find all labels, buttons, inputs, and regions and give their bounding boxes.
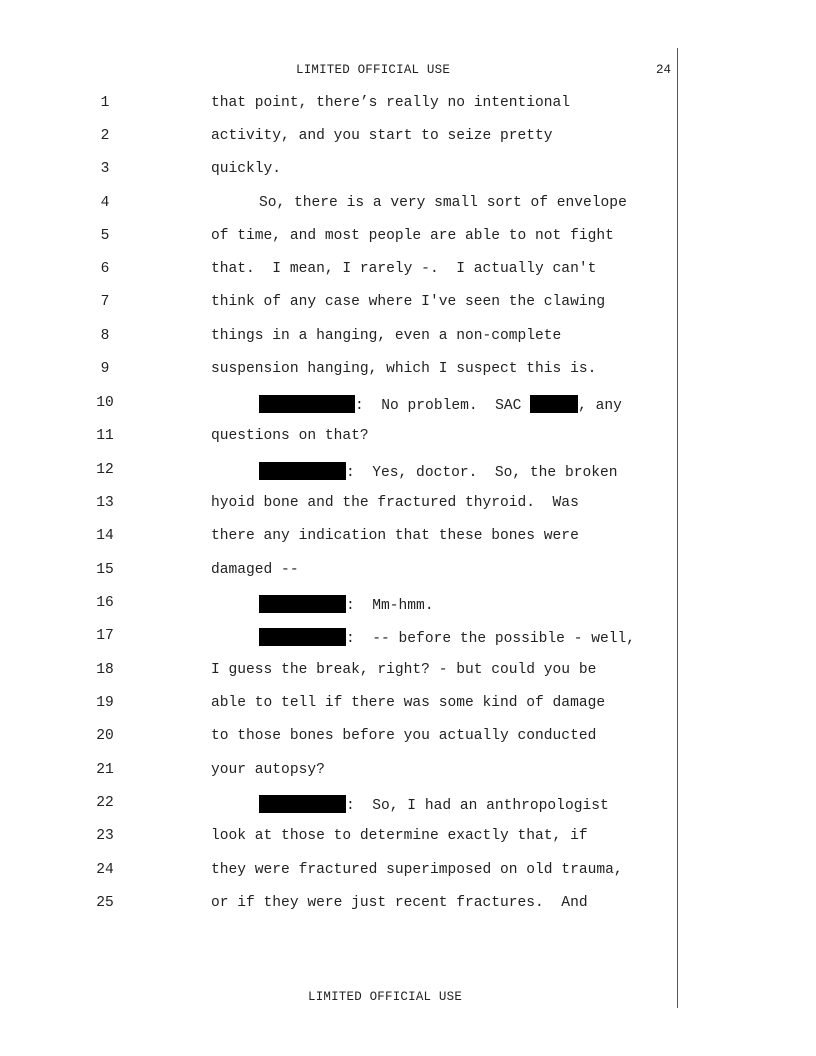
line-text: look at those to determine exactly that, if [211,828,588,844]
line-text: : So, I had an anthropologist [346,798,609,814]
line-number: 8 [100,328,110,344]
line-text: : Mm-hmm. [346,598,434,614]
speaker-turn [259,795,609,814]
line-number: 9 [100,361,110,377]
line-text: I guess the break, right? - but could you be [211,662,597,678]
line-text: your autopsy? [211,762,325,778]
line-text: suspension hanging, which I suspect this is. [211,361,597,377]
transcript-line [0,728,680,761]
page-number: 24 [656,63,672,77]
line-text: of time, and most people are able to not fight [211,228,614,244]
redaction-block [530,395,578,413]
speaker-turn [259,395,622,414]
line-number: 4 [100,195,110,211]
transcript-line [0,795,680,828]
line-text: hyoid bone and the fractured thyroid. Was [211,495,579,511]
line-number: 19 [96,695,114,711]
transcript-line [0,294,680,327]
transcript-line [0,828,680,861]
transcript-line [0,228,680,261]
transcript-line [0,195,680,228]
line-number: 17 [96,628,114,644]
line-number: 23 [96,828,114,844]
redaction-block [259,795,346,813]
line-number: 11 [96,428,114,444]
line-number: 16 [96,595,114,611]
line-number: 13 [96,495,114,511]
line-number: 14 [96,528,114,544]
line-number: 3 [100,161,110,177]
line-text: : Yes, doctor. So, the broken [346,465,618,481]
transcript-line [0,128,680,161]
line-number: 21 [96,762,114,778]
transcript-line [0,862,680,895]
transcript-line [0,261,680,294]
line-number: 1 [100,95,110,111]
line-number: 12 [96,462,114,478]
line-text: damaged -- [211,562,299,578]
transcript-line [0,762,680,795]
line-text: activity, and you start to seize pretty [211,128,553,144]
transcript-line [0,462,680,495]
transcript-line [0,95,680,128]
line-text: : No problem. SAC [355,398,531,414]
transcript-line [0,328,680,361]
line-text: questions on that? [211,428,369,444]
transcript-line [0,595,680,628]
line-text: that point, there’s really no intentional [211,95,571,111]
transcript-line [0,495,680,528]
line-number: 15 [96,562,114,578]
line-text: So, there is a very small sort of envelope [259,195,627,211]
line-text: there any indication that these bones were [211,528,579,544]
line-text: quickly. [211,161,282,177]
speaker-turn [259,595,434,614]
line-number: 20 [96,728,114,744]
transcript-line [0,528,680,561]
speaker-turn [259,628,635,647]
transcript-line [0,695,680,728]
transcript-line [0,395,680,428]
line-number: 2 [100,128,110,144]
redaction-block [259,595,346,613]
line-text: think of any case where I've seen the clawing [211,294,606,310]
line-number: 6 [100,261,110,277]
line-text: things in a hanging, even a non-complete [211,328,562,344]
page-header: LIMITED OFFICIAL USE [296,63,451,77]
line-number: 7 [100,294,110,310]
speaker-turn [259,462,618,481]
line-number: 5 [100,228,110,244]
transcript-line [0,428,680,461]
redaction-block [259,462,346,480]
line-number: 22 [96,795,114,811]
transcript-line [0,361,680,394]
line-number: 24 [96,862,114,878]
redaction-block [259,395,355,413]
line-text: that. I mean, I rarely -. I actually can't [211,261,597,277]
line-text: or if they were just recent fractures. And [211,895,588,911]
redaction-block [259,628,346,646]
line-number: 10 [96,395,114,411]
transcript-line [0,562,680,595]
transcript-line [0,161,680,194]
line-text: , any [578,398,622,414]
transcript-line [0,662,680,695]
line-text: they were fractured superimposed on old trauma, [211,862,623,878]
line-number: 25 [96,895,114,911]
transcript-line [0,628,680,661]
page-footer: LIMITED OFFICIAL USE [308,990,463,1004]
line-text: able to tell if there was some kind of damage [211,695,606,711]
line-text: to those bones before you actually conducted [211,728,597,744]
line-number: 18 [96,662,114,678]
transcript-line [0,895,680,928]
line-text: : -- before the possible - well, [346,631,636,647]
